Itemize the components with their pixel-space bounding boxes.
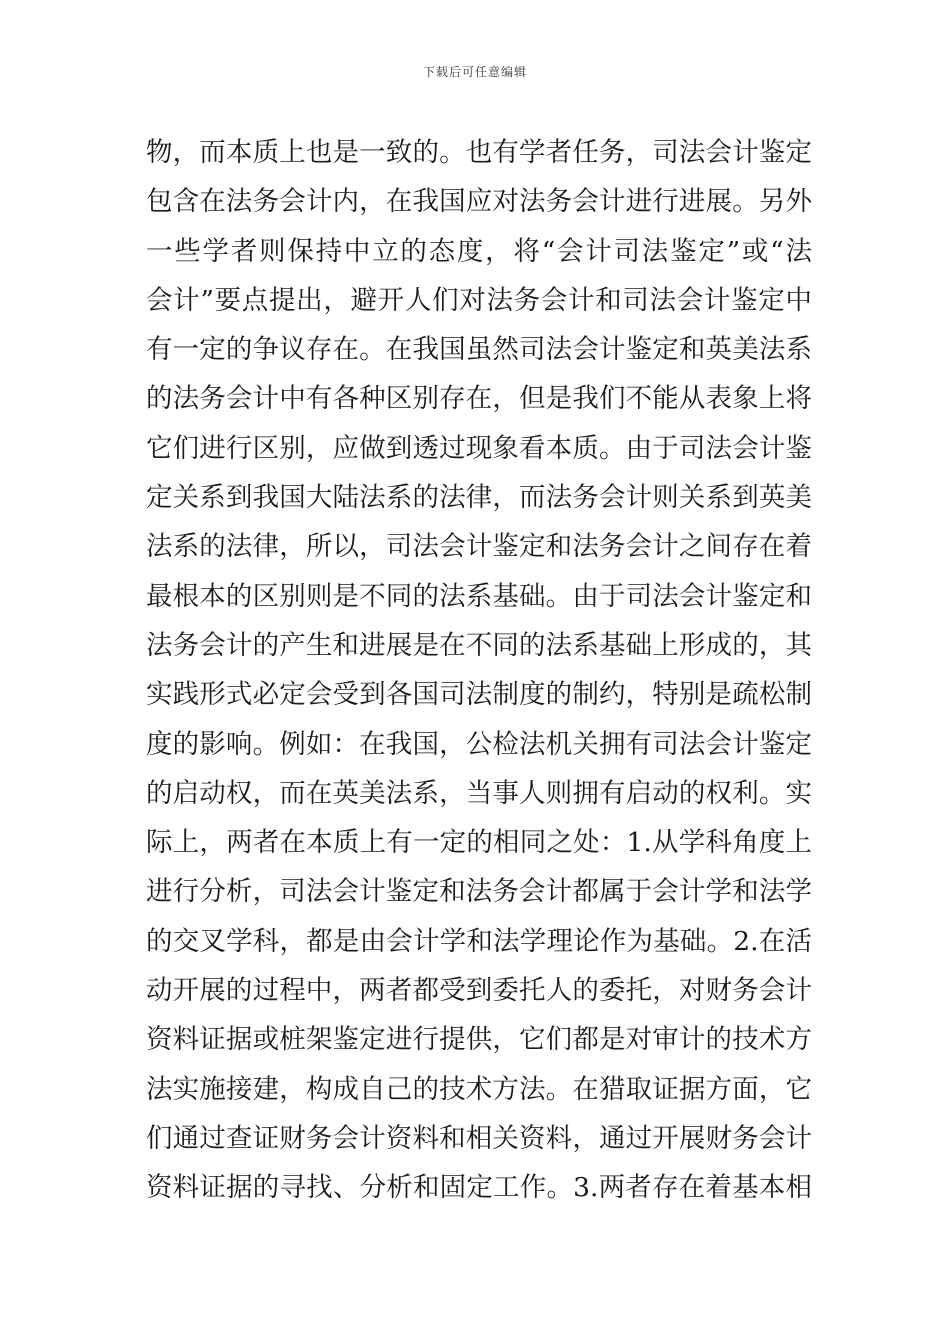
text-line: 一些学者则保持中立的态度，将“会计司法鉴定”或“法 <box>146 235 812 267</box>
text-line: 动开展的过程中，两者都受到委托人的委托，对财务会计 <box>146 975 812 1007</box>
text-line: 的启动权，而在英美法系，当事人则拥有启动的权利。实 <box>146 777 812 809</box>
text-line: 际上，两者在本质上有一定的相同之处：1.从学科角度上 <box>146 827 812 859</box>
text-line: 法系的法律，所以，司法会计鉴定和法务会计之间存在着 <box>146 531 812 563</box>
text-line: 最根本的区别则是不同的法系基础。由于司法会计鉴定和 <box>146 580 812 612</box>
text-line: 资料证据的寻找、分析和固定工作。3.两者存在着基本相 <box>146 1172 812 1204</box>
text-line: 法实施接建，构成自己的技术方法。在猎取证据方面，它 <box>146 1073 812 1105</box>
text-line: 们通过查证财务会计资料和相关资料，通过开展财务会计 <box>146 1122 812 1154</box>
text-line: 物，而本质上也是一致的。也有学者任务，司法会计鉴定 <box>146 137 812 168</box>
text-line: 法务会计的产生和进展是在不同的法系基础上形成的，其 <box>146 629 812 661</box>
text-line: 的法务会计中有各种区别存在，但是我们不能从表象上将 <box>146 383 812 415</box>
page-header: 下载后可任意编辑 <box>422 65 527 79</box>
text-line: 它们进行区别，应做到透过现象看本质。由于司法会计鉴 <box>146 432 812 464</box>
text-line: 进行分析，司法会计鉴定和法务会计都属于会计学和法学 <box>146 876 812 908</box>
body-paragraph <box>146 128 812 1213</box>
text-line: 定关系到我国大陆法系的法律，而法务会计则关系到英美 <box>146 482 812 514</box>
text-line: 实践形式必定会受到各国司法制度的制约，特别是疏松制 <box>146 679 812 711</box>
text-line: 会计”要点提出，避开人们对法务会计和司法会计鉴定中 <box>146 284 812 316</box>
text-line: 度的影响。例如：在我国，公检法机关拥有司法会计鉴定 <box>146 728 812 760</box>
text-line: 包含在法务会计内，在我国应对法务会计进行进展。另外 <box>146 186 812 218</box>
text-line: 资料证据或桩架鉴定进行提供，它们都是对审计的技术方 <box>146 1024 812 1056</box>
text-line: 的交叉学科，都是由会计学和法学理论作为基础。2.在活 <box>146 925 812 957</box>
text-line: 有一定的争议存在。在我国虽然司法会计鉴定和英美法系 <box>146 334 812 366</box>
